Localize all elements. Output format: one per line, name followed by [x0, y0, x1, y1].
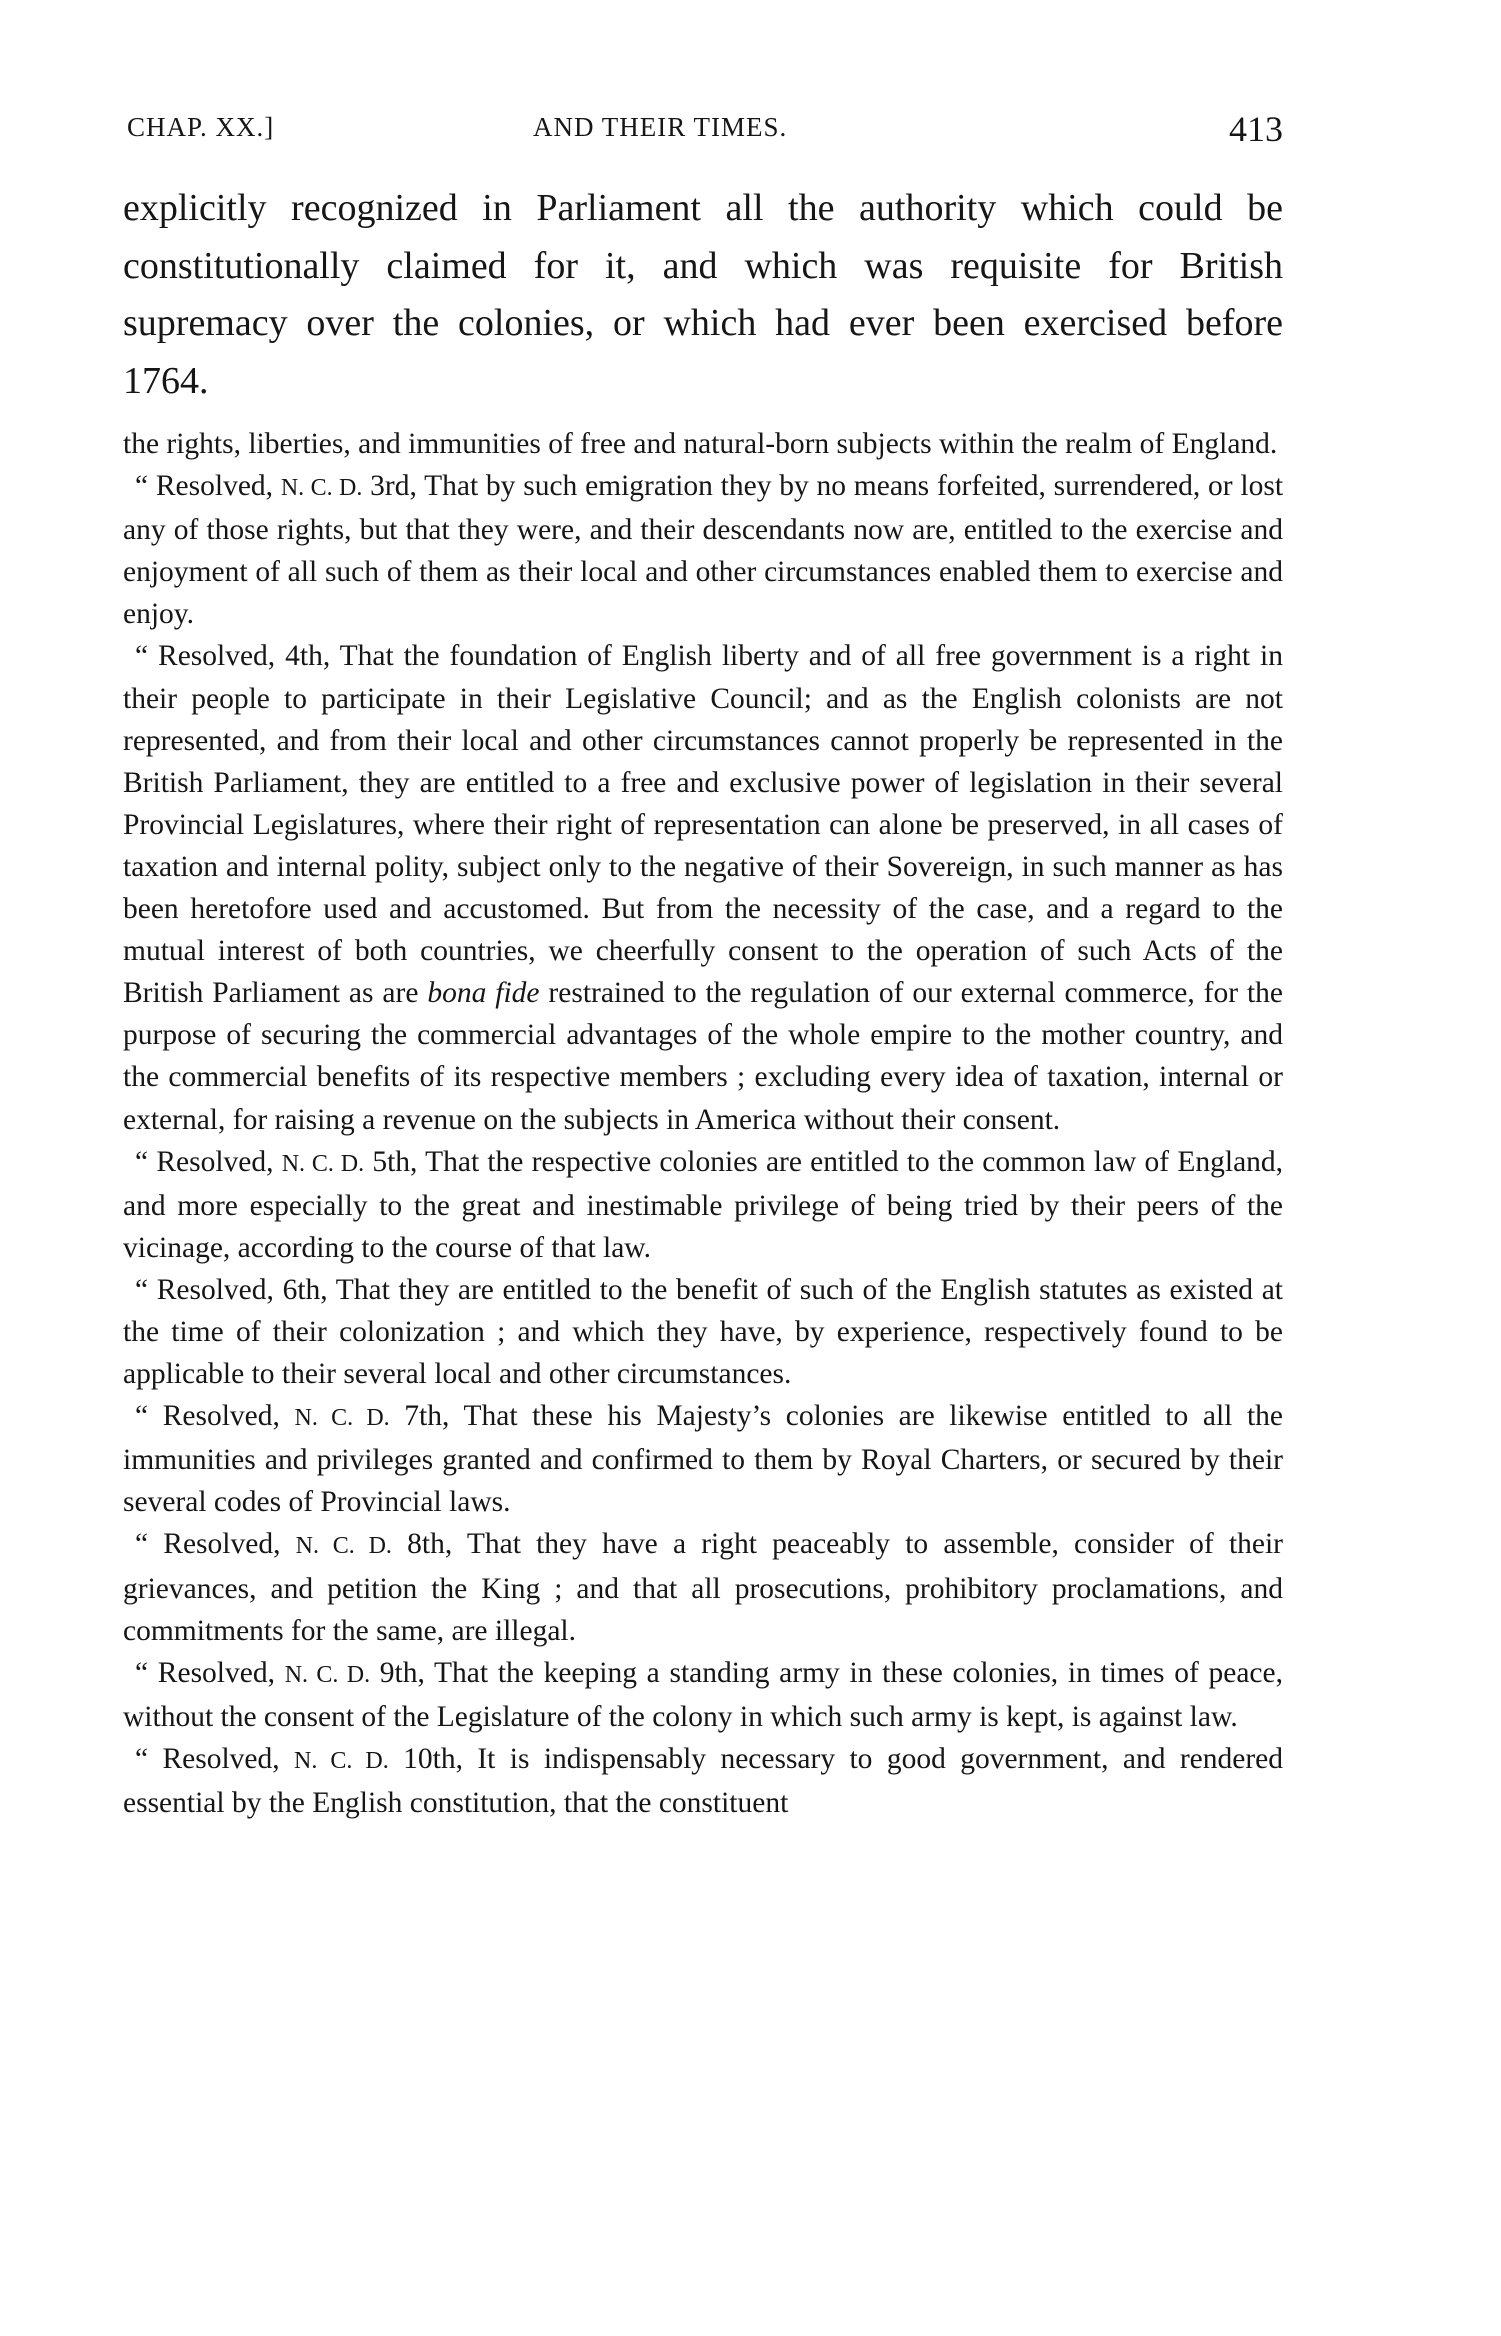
- page-number: 413: [1229, 109, 1283, 149]
- resolution-text: 8th, That they have a right peaceably to assemble, consider of their grievances, and petition the King ; and that all prosecutions, prohibitory proclamations, and commitments for the same, are illegal.: [123, 1528, 1283, 1647]
- abbrev-ncd: N. C. D.: [295, 1533, 392, 1560]
- resolved-prefix: “ Resolved,: [135, 1656, 275, 1689]
- footnote-block: [123, 423, 1283, 1824]
- resolution-3rd: [123, 465, 1283, 635]
- running-header: [123, 109, 1283, 152]
- abbrev-ncd: N. C. D.: [284, 1661, 371, 1688]
- main-text-paragraph: explicitly recognized in Parliament all the authority which could be constitutionally claimed for it, and which was requisite for British supremacy over the colonies, or which had ever been exercised before 1764.: [123, 187, 1283, 402]
- resolved-prefix: “ Resolved,: [135, 1400, 280, 1433]
- note-continuation: the rights, liberties, and immunities of free and natural-born subjects within the realm of England.: [123, 428, 1278, 460]
- abbrev-ncd: N. C. D.: [280, 475, 363, 502]
- resolution-4th: [123, 635, 1283, 1140]
- resolution-text: 3rd, That by such emigration they by no means forfeited, surrendered, or lost any of those rights, but that they were, and their descendants now are, entitled to the exercise and enjoyment of all such of them as their local and other circumstances enabled them to exercise and enjoy.: [123, 470, 1284, 631]
- abbrev-ncd: N. C. D.: [294, 1747, 389, 1774]
- resolved-prefix: “ Resolved,: [135, 1145, 274, 1178]
- resolution-6th: [123, 1269, 1283, 1395]
- resolution-8th: [123, 1523, 1283, 1651]
- chapter-label: CHAP. XX.]: [127, 112, 275, 142]
- abbrev-ncd: N. C. D.: [294, 1405, 390, 1432]
- resolution-text-continued: restrained to the regulation of our external commerce, for the purpose of securing the commercial advantages of the whole empire to the mother country, and the commercial benefits of its respective members ; excluding every idea of taxation, internal or external, for raising a revenue on the subjects in America without their consent.: [123, 977, 1284, 1136]
- resolution-7th: [123, 1395, 1283, 1523]
- running-title: AND THEIR TIMES.: [533, 112, 788, 142]
- resolution-text: 5th, That the respective colonies are entitled to the common law of England, and more especially to the great and inestimable privilege of being tried by their peers of the vicinage, according to the course of that law.: [123, 1145, 1284, 1264]
- resolved-prefix: “ Resolved,: [135, 640, 276, 673]
- italic-phrase: bona fide: [427, 977, 540, 1010]
- resolution-text: 6th, That they are entitled to the benefit of such of the English statutes as existed at the time of their colonization ; and which they have, by experience, respectively found to be applicable to their several local and other circumstances.: [123, 1273, 1283, 1391]
- resolution-9th: [123, 1652, 1283, 1738]
- resolution-5th: [123, 1141, 1283, 1269]
- resolution-text: 9th, That the keeping a standing army in these colonies, in times of peace, without the consent of the Legislature of the colony in which such army is kept, is against law.: [123, 1656, 1283, 1733]
- resolution-text: 10th, It is indispensably necessary to good government, and rendered essential by the English constitution, that the constituent: [123, 1742, 1284, 1819]
- resolved-prefix: “ Resolved,: [135, 1742, 280, 1775]
- resolved-prefix: “ Resolved,: [135, 470, 274, 503]
- abbrev-ncd: N. C. D.: [281, 1150, 365, 1177]
- resolution-text: 4th, That the foundation of English liberty and of all free government is a right in their people to participate in their Legislative Council; and as the English colonists are not represented, and from their local and other circumstances cannot properly be represented in the British Parliament, they are entitled to a free and exclusive power of legislation in their several Provincial Legislatures, where their right of representation can alone be preserved, in all cases of taxation and internal polity, subject only to the negative of their Sovereign, in such manner as has been heretofore used and accustomed. But from the necessity of the case, and a regard to the mutual interest of both countries, we cheerfully consent to the operation of such Acts of the British Parliament as are: [123, 640, 1283, 1010]
- resolution-text: 7th, That these his Majesty’s colonies are likewise entitled to all the immunities and privileges granted and confirmed to them by Royal Charters, or secured by their several codes of Provincial laws.: [123, 1400, 1284, 1519]
- resolution-10th: [123, 1738, 1283, 1824]
- resolved-prefix: “ Resolved,: [135, 1273, 274, 1306]
- resolved-prefix: “ Resolved,: [135, 1528, 281, 1561]
